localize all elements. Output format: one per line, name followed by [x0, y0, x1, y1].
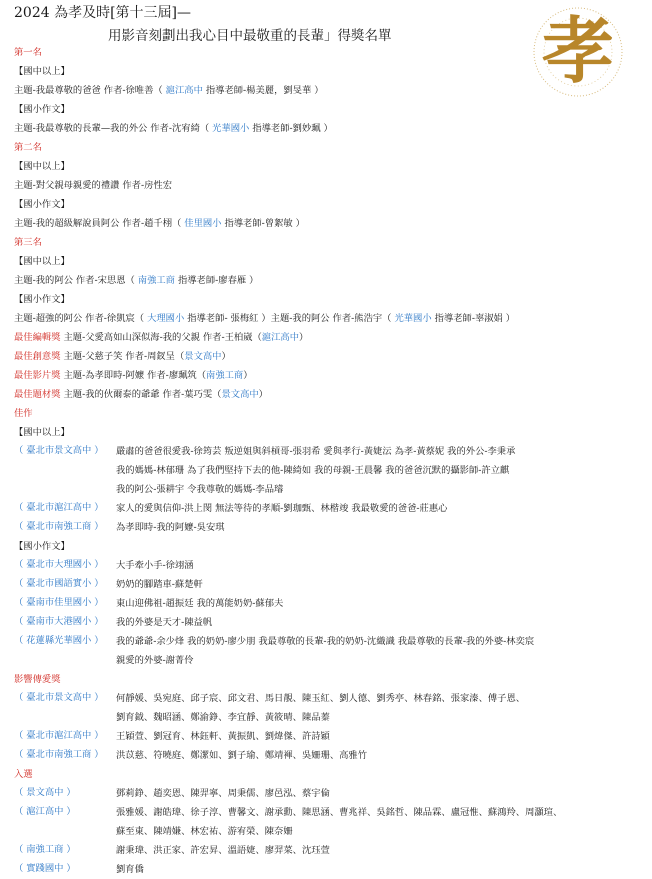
merit-heading: 佳作 [14, 408, 33, 419]
school-name: （ 花蓮縣光華國小 ） [14, 635, 104, 646]
school-name: （ 臺南市大港國小 ） [14, 616, 104, 627]
entry-names [116, 784, 640, 803]
award-label: 最佳題材獎 [14, 389, 61, 400]
award-list [14, 43, 640, 879]
influence-list [14, 689, 640, 765]
third-junior-label: 【國中以上】 [14, 256, 70, 267]
entry-names [116, 594, 640, 613]
school-entry [14, 518, 640, 537]
entry-line: 我的阿公-張耕宇 令我尊敬的媽媽-李品璿 [116, 484, 284, 495]
school-name: 景文高中 [184, 351, 222, 362]
entry-line: 親愛的外婆-謝菁伶 [116, 655, 194, 666]
entry-names [116, 575, 640, 594]
award-text: 主題-父慈子笑 作者-周釵呈（ [63, 351, 185, 362]
title-line-1: 2024 為孝及時[第十三屆]— [14, 5, 192, 21]
school-entry [14, 575, 640, 594]
second-junior-label: 【國中以上】 [14, 161, 70, 172]
selected-heading: 入選 [14, 769, 33, 780]
first-elem-label: 【國小作文】 [14, 104, 70, 115]
second-place-heading: 第二名 [14, 142, 42, 153]
school-name: 光華國小 [212, 123, 250, 134]
entry-line: 王穎萱、劉冠育、林鈺軒、黃振凱、劉煒傑、許詩穎 [116, 731, 330, 742]
first-place-heading: 第一名 [14, 47, 42, 58]
entry-line: 鄧莉錚、趙奕恩、陳羿寧、周秉儒、廖邑泓、蔡宇倫 [116, 788, 330, 799]
third-elem-label: 【國小作文】 [14, 294, 70, 305]
third-place-heading: 第三名 [14, 237, 42, 248]
school-entry [14, 613, 640, 632]
school-name: （ 臺北市南強工商 ） [14, 749, 104, 760]
school-name: （ 臺北市景文高中 ） [14, 692, 104, 703]
school-name: （ 實踐國中 ） [14, 863, 76, 874]
school-entry [14, 594, 640, 613]
entry-line: 蘇至東、陳靖嫌、林宏祐、游宥榮、陳奈姍 [116, 826, 293, 837]
merit-junior-label: 【國中以上】 [14, 427, 70, 438]
entry-names [116, 860, 640, 879]
entry-names [116, 803, 640, 841]
school-entry [14, 803, 640, 841]
school-name: 大理國小 [147, 313, 185, 324]
award-text: 主題-我的伙爾泰的爺爺 作者-葉巧雯（ [63, 389, 222, 400]
school-name: 景文高中 [221, 389, 259, 400]
school-name: 南強工商 [137, 275, 175, 286]
award-label: 最佳影片獎 [14, 370, 61, 381]
entry-names [116, 499, 640, 518]
school-entry [14, 556, 640, 575]
entry-line: 家人的愛與信仰-洪上閔 無法等待的孝順-劉珈甄、林楷竣 我最敬愛的爸爸-莊惠心 [116, 503, 448, 514]
selected-list [14, 784, 640, 879]
school-name: 滬江高中 [165, 85, 203, 96]
entry-names [116, 613, 640, 632]
entry-names [116, 518, 640, 537]
entry-line: 謝秉瑋、洪正家、許宏昇、溫語婕、廖羿菜、沈珏萱 [116, 845, 330, 856]
school-entry [14, 632, 640, 670]
entry-names [116, 841, 640, 860]
school-entry [14, 841, 640, 860]
school-name: （ 臺北市國語實小 ） [14, 578, 104, 589]
entry-names [116, 689, 640, 727]
entry-line: 洪苡慈、符曉庭、鄭潔如、劉子瑜、鄭靖褌、吳姍珊、高雅竹 [116, 750, 368, 761]
first-elem-entry: 主題-我最尊敬的長輩—我的外公 作者-沈宥綺（ 光華國小 指導老師-劉妙珮 ） [14, 123, 333, 134]
third-junior-entry: 主題-我的阿公 作者-宋思恩（ 南強工商 指導老師-廖春雁 ） [14, 275, 259, 286]
entry-line: 我的媽媽-林郁珊 為了我們堅持下去的他-陳綺如 我的母親-王晨馨 我的爸爸沉默的攝影師-許立麒 [116, 465, 510, 476]
award-label: 最佳創意獎 [14, 351, 61, 362]
school-name: （ 南強工商 ） [14, 844, 76, 855]
special-award-entry [14, 366, 640, 385]
entry-line: 大手牽小手-徐翊涵 [116, 560, 194, 571]
school-name: （ 臺北市滬江高中 ） [14, 502, 104, 513]
merit-elem-label: 【國小作文】 [14, 541, 70, 552]
influence-heading: 影響傳愛獎 [14, 674, 61, 685]
school-name: 南強工商 [206, 370, 244, 381]
school-name: （ 景文高中 ） [14, 787, 76, 798]
entry-line: 何靜媛、吳宛庭、邱子宸、邱文君、馬日靚、陳玉紅、劉人德、劉秀亭、林春銘、張家溱、傅子恩、 [116, 693, 526, 704]
second-junior-entry: 主題-對父親母親愛的禮讚 作者-房性宏 [14, 180, 172, 191]
special-award-entry [14, 385, 640, 404]
award-tail: ） [243, 370, 253, 381]
special-award-entry [14, 347, 640, 366]
entry-line: 奶奶的腳踏車-蘇楚軒 [116, 579, 203, 590]
award-tail: ） [258, 389, 268, 400]
school-entry [14, 442, 640, 499]
school-name: （ 臺北市大理國小 ） [14, 559, 104, 570]
special-awards [14, 328, 640, 404]
merit-junior-list [14, 442, 640, 537]
second-elem-entry: 主題-我的超級解說員阿公 作者-趙千栩（ 佳里國小 指導老師-曾絮敏 ） [14, 218, 305, 229]
first-junior-entry: 主題-我最尊敬的爸爸 作者-徐唯善（ 滬江高中 指導老師-楊美麗，劉旻華 ） [14, 85, 324, 96]
entry-names [116, 556, 640, 575]
entry-line: 我的爺爺-余少烽 我的奶奶-廖少朋 我最尊敬的長輩-我的奶奶-沈織識 我最尊敬的長輩-我的外婆-林奕宸 [116, 636, 535, 647]
entry-names [116, 727, 640, 746]
school-name: （ 臺北市南強工商 ） [14, 521, 104, 532]
second-elem-label: 【國小作文】 [14, 199, 70, 210]
special-award-entry [14, 328, 640, 347]
award-tail: ） [299, 332, 309, 343]
award-text: 主題-父愛高如山深似海-我的父親 作者-王柏崴（ [63, 332, 262, 343]
logo-glyph: 孝 [541, 8, 615, 93]
school-name: 光華國小 [394, 313, 432, 324]
entry-line: 張雅媛、謝皓瑋、徐子淳、曹馨文、謝承勳、陳思涵、曹兆祥、吳銘哲、陳品霖、盧冠惟、蘇鴻羚、周灝瑄、 [116, 807, 563, 818]
award-text: 主題-為孝即時-阿嬤 作者-廖珮筑（ [63, 370, 207, 381]
school-name: （ 臺南市佳里國小 ） [14, 597, 104, 608]
school-entry [14, 746, 640, 765]
first-junior-label: 【國中以上】 [14, 66, 70, 77]
school-name: 佳里國小 [184, 218, 222, 229]
entry-line: 東山迎佛祖-趙振廷 我的萬能奶奶-蘇郁夫 [116, 598, 284, 609]
school-entry [14, 689, 640, 727]
award-label: 最佳編輯獎 [14, 332, 61, 343]
school-name: （ 滬江高中 ） [14, 806, 76, 817]
entry-names [116, 442, 640, 499]
award-tail: ） [221, 351, 231, 362]
school-entry [14, 784, 640, 803]
merit-elem-list [14, 556, 640, 670]
entry-line: 我的外婆是天才-陳益帆 [116, 617, 213, 628]
entry-line: 嚴肅的爸爸很愛我-徐筠芸 叛逆姐與斜槓哥-張羽希 愛與孝行-黃婕沄 為孝-黃蔡妮 我的外公-李秉承 [116, 446, 516, 457]
title-line-2: 用影音刻劃出我心目中最敬重的長輩」得獎名單 [108, 28, 392, 44]
entry-names [116, 632, 640, 670]
school-entry [14, 860, 640, 879]
entry-line: 劉育僑 [116, 864, 144, 875]
entry-line: 劉育鉞、魏昭涵、鄭渝錚、李宜靜、黃筱晴、陳品蓁 [116, 712, 330, 723]
school-name: 滬江高中 [261, 332, 299, 343]
school-entry [14, 499, 640, 518]
third-elem-entry: 主題-超強的阿公 作者-徐凱宸（ 大理國小 指導老師- 張梅紅 ）主題-我的阿公 作者-熊浩宇（ 光華國小 指導老師-辜淑娟 ） [14, 313, 516, 324]
school-entry [14, 727, 640, 746]
school-name: （ 臺北市景文高中 ） [14, 445, 104, 456]
entry-names [116, 746, 640, 765]
entry-line: 為孝即時-我的阿嬤-吳安琪 [116, 522, 225, 533]
school-name: （ 臺北市滬江高中 ） [14, 730, 104, 741]
